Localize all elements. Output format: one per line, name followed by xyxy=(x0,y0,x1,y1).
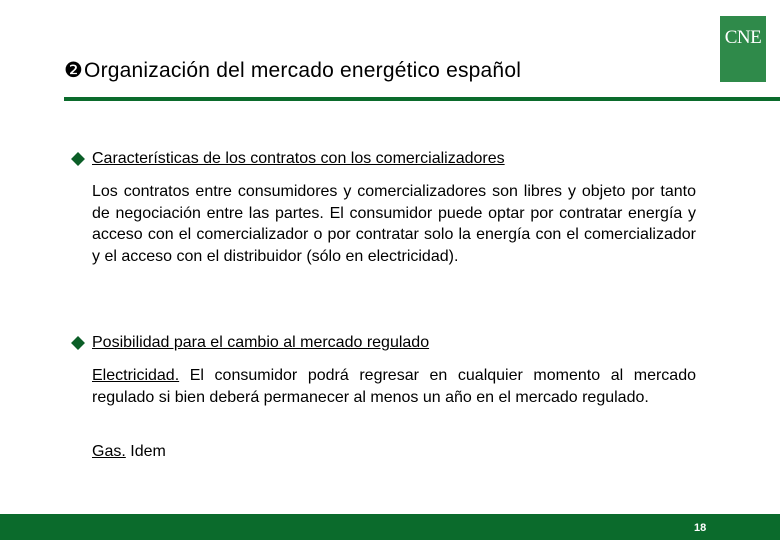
footer-bar xyxy=(0,514,780,540)
slide-title xyxy=(64,58,521,83)
section-body-electricity xyxy=(92,365,696,408)
section-heading-contracts: Características de los contratos con los comercializadores xyxy=(92,150,505,167)
section-heading-regulated: Posibilidad para el cambio al mercado regulado xyxy=(92,334,430,351)
title-number-icon: ❷ xyxy=(64,59,84,82)
gas-label: Gas. xyxy=(92,443,126,460)
diamond-bullet-icon xyxy=(71,336,85,350)
logo-text: CNE xyxy=(724,27,762,48)
diamond-bullet-icon xyxy=(71,152,85,166)
title-divider xyxy=(64,97,780,101)
section-body-gas xyxy=(92,441,696,463)
page-number: 18 xyxy=(694,522,707,534)
section-body-contracts: Los contratos entre consumidores y comercializadores son libres y objeto por tanto de negociación entre las partes. El consumidor puede optar por contratar energía y acceso con el comercializador o por contratar solo la energía con el comercializador y el acceso con el distribuidor (sólo en electricidad). xyxy=(92,183,696,265)
title-text: Organización del mercado energético español xyxy=(84,59,522,82)
cne-logo xyxy=(720,16,766,82)
electricity-label: Electricidad. xyxy=(92,367,180,384)
electricity-text: El consumidor podrá regresar en cualquier momento al mercado regulado si bien deberá permanecer al menos un año en el mercado regulado. xyxy=(92,367,696,406)
gas-text: Idem xyxy=(125,443,166,460)
